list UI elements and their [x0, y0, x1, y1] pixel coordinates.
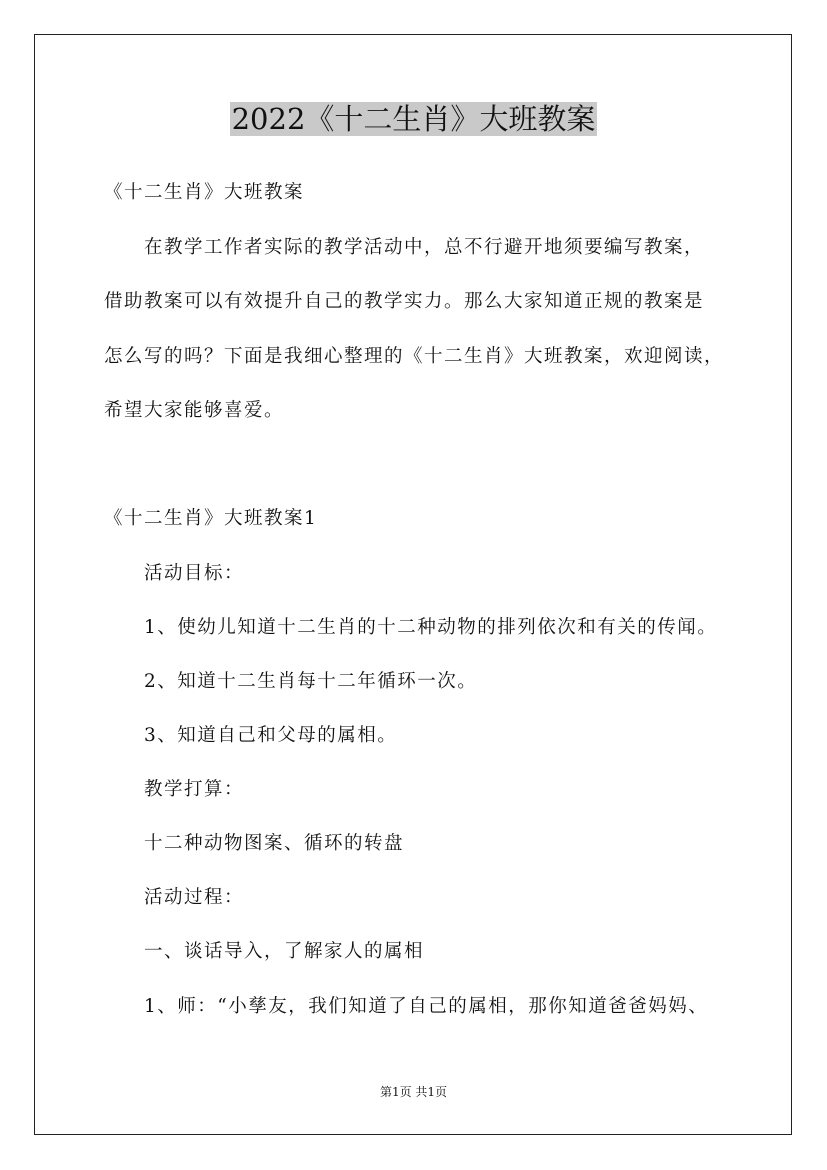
document-title: [0, 96, 827, 142]
process-step-1: 1、师：“小孳友，我们知道了自己的属相，那你知道爸爸妈妈、: [144, 996, 709, 1017]
goal-item-3: 3、知道自己和父母的属相。: [144, 725, 398, 746]
intro-line-2: 借助教案可以有效提升自己的教学实力。那么大家知道正规的教案是: [104, 291, 705, 312]
intro-line-1: 在教学工作者实际的教学活动中，总不行避开地须要编写教案，: [144, 237, 705, 258]
intro-line-4: 希望大家能够喜爱。: [104, 400, 285, 421]
subtitle-line: 《十二生肖》大班教案: [104, 182, 305, 203]
preparation-text: 十二种动物图案、循环的转盘: [144, 833, 405, 854]
process-step-heading: 一、谈话导入，了解家人的属相: [144, 941, 425, 962]
goal-item-2: 2、知道十二生肖每十二年循环一次。: [144, 671, 478, 692]
preparation-heading: 教学打算：: [144, 779, 245, 800]
page-footer: 第1页 共1页: [379, 1085, 448, 1099]
goals-heading: 活动目标：: [144, 563, 245, 584]
title-text: 2022《十二生肖》大班教案: [231, 102, 596, 136]
process-heading: 活动过程：: [144, 887, 245, 908]
goal-item-1: 1、使幼儿知道十二生肖的十二种动物的排列依次和有关的传闻。: [144, 617, 718, 638]
intro-line-3: 怎么写的吗？下面是我细心整理的《十二生肖》大班教案，欢迎阅读，: [104, 346, 725, 367]
section-heading: 《十二生肖》大班教案1: [104, 508, 318, 529]
